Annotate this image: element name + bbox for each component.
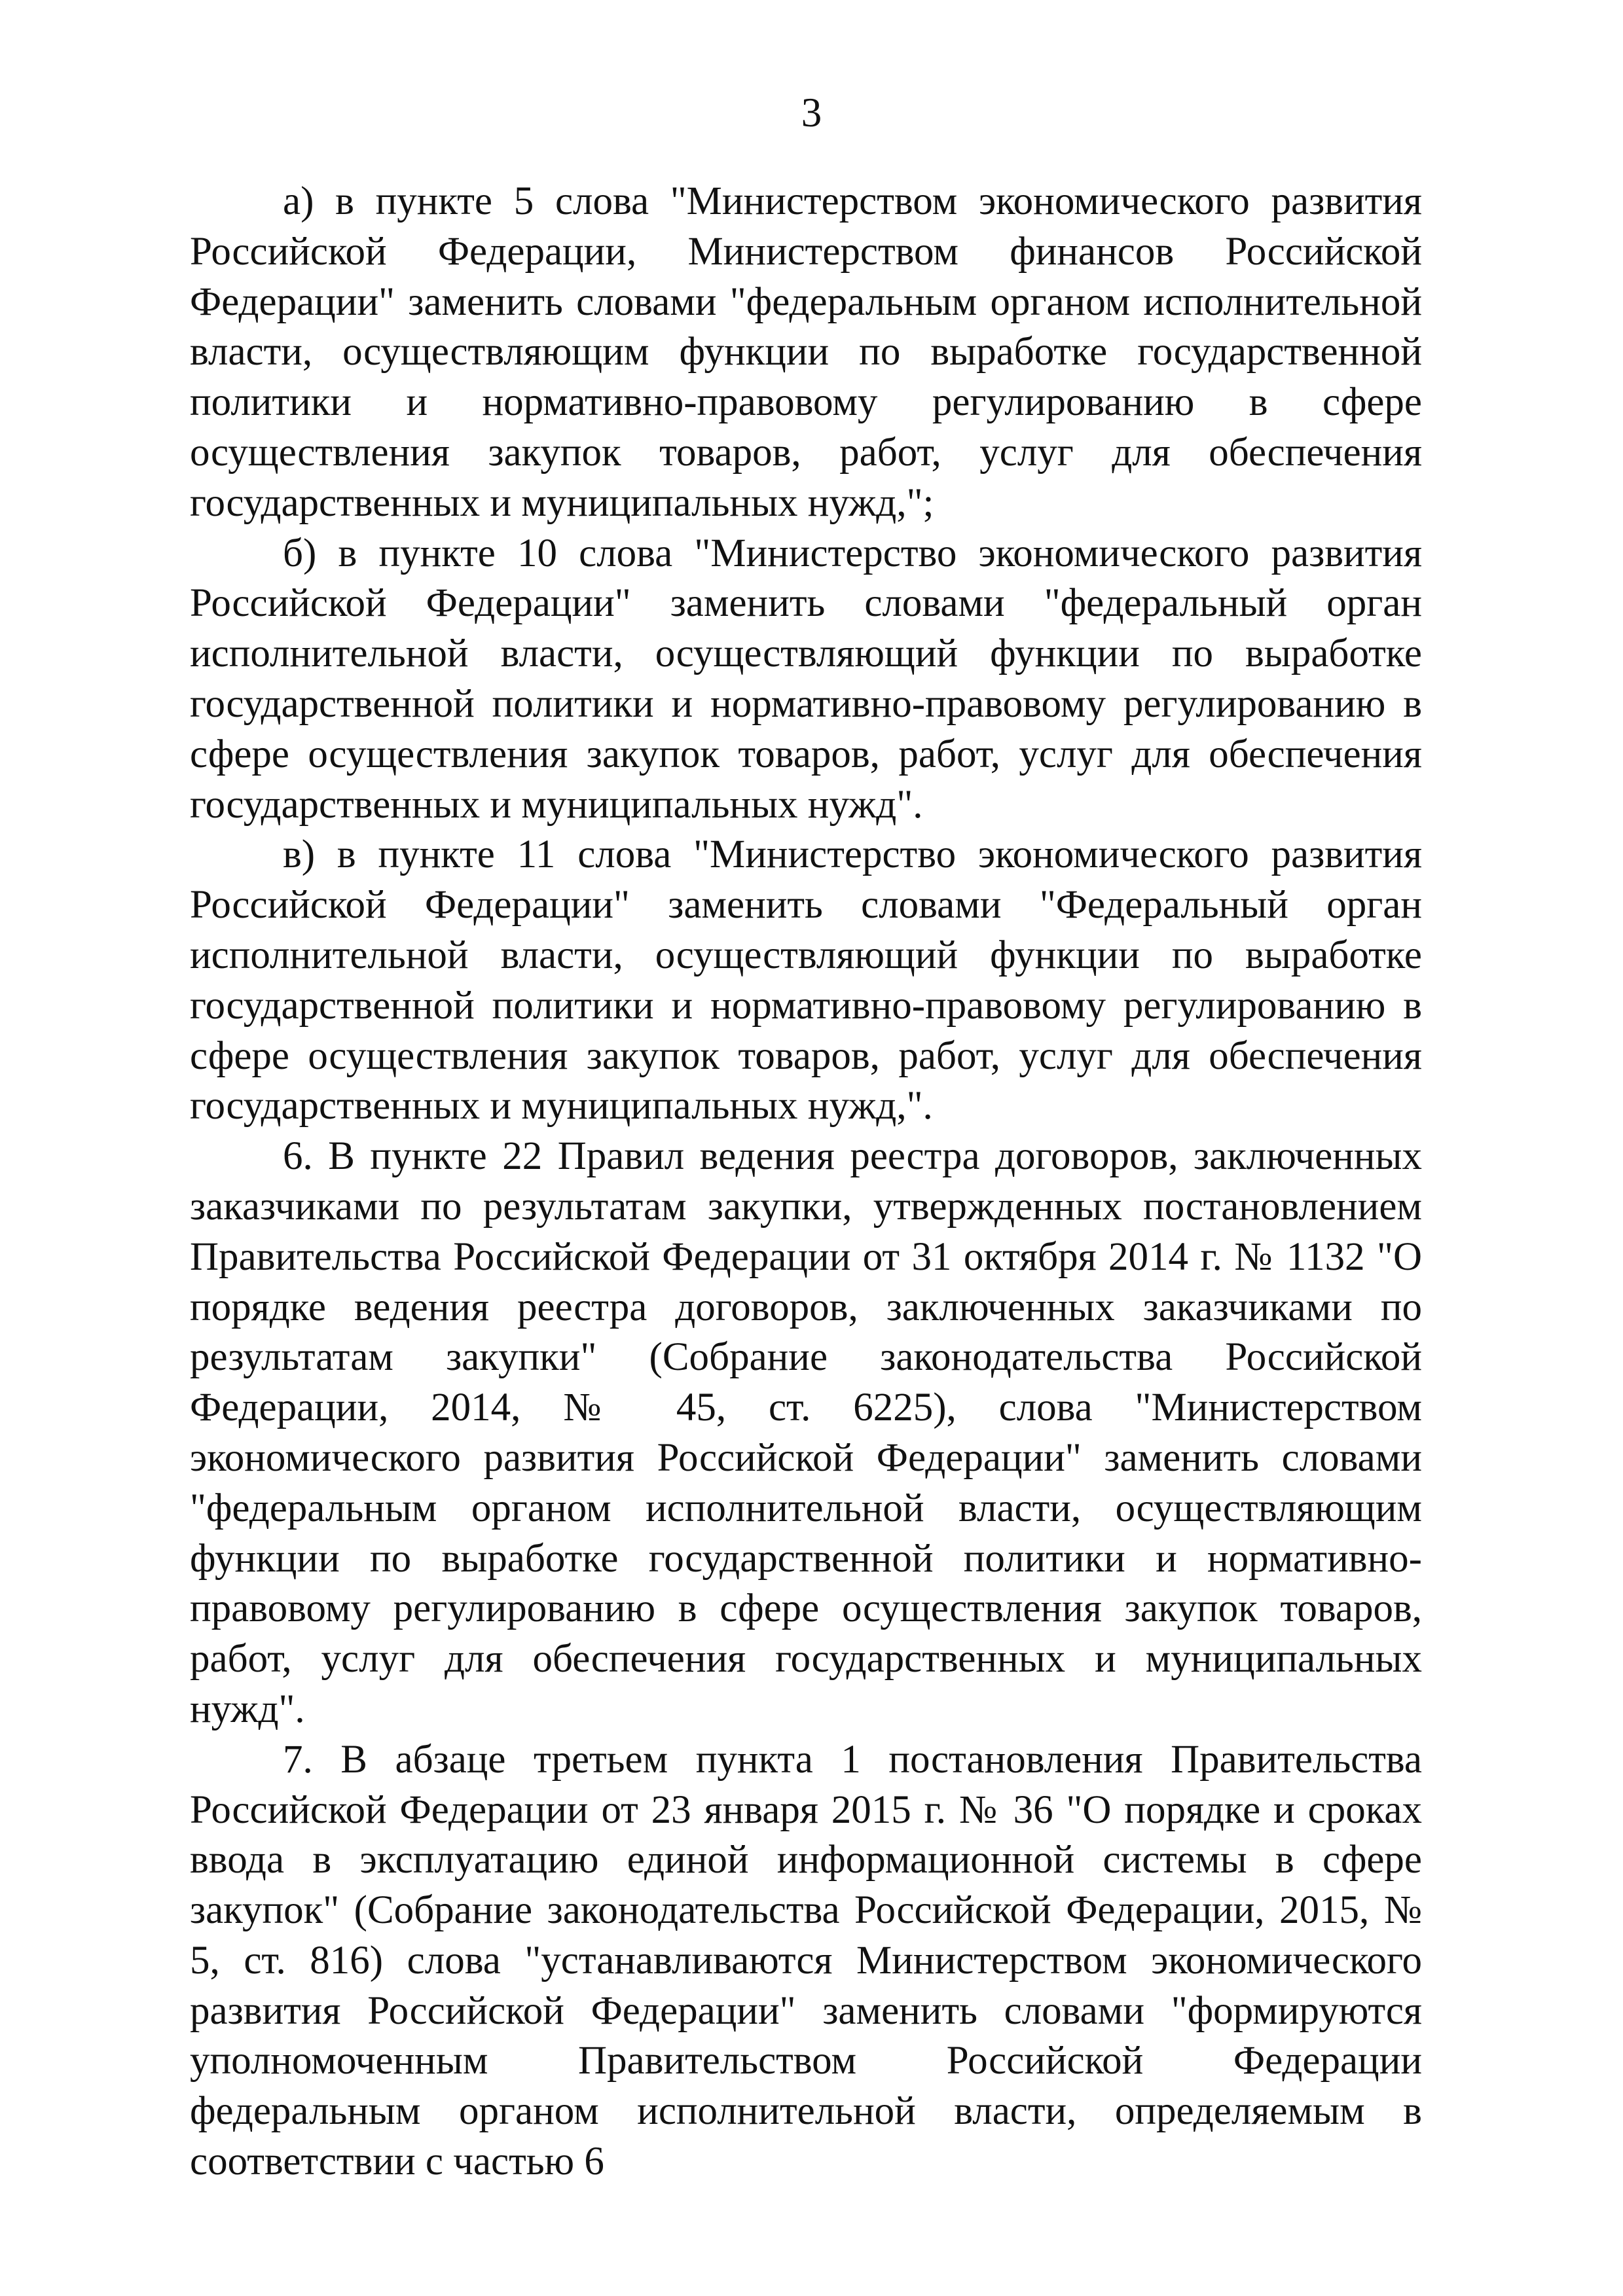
paragraph-item-a: а) в пункте 5 слова "Министерством экономического развития Российской Федерации, Министерством финансов Российской Федерации" заменить словами "федеральным органом исполнительной власти, осуществляющим функции по выработке государственной политики и нормативно-правовому регулированию в сфере осуществления закупок товаров, работ, услуг для обеспечения государственных и муниципальных нужд,"; (190, 179, 1422, 525)
document-body (190, 177, 1422, 2187)
page-number: 3 (801, 90, 822, 135)
paragraph-point-7: 7. В абзаце третьем пункта 1 постановления Правительства Российской Федерации от 23 января 2015 г. № 36 "О порядке и сроках ввода в эксплуатацию единой информационной системы в сфере закупок" (Собрание законодательства Российской Федерации, 2015, № 5, ст. 816) слова "устанавливаются Министерством экономического развития Российской Федерации" заменить словами "формируются уполномоченным Правительством Российской Федерации федеральным органом исполнительной власти, определяемым в соответствии с частью 6 (190, 1737, 1422, 2184)
paragraph-item-b: б) в пункте 10 слова "Министерство экономического развития Российской Федерации" заменить словами "федеральный орган исполнительной власти, осуществляющий функции по выработке государственной политики и нормативно-правовому регулированию в сфере осуществления закупок товаров, работ, услуг для обеспечения государственных и муниципальных нужд". (190, 531, 1422, 827)
paragraph-item-v: в) в пункте 11 слова "Министерство экономического развития Российской Федерации" заменить словами "Федеральный орган исполнительной власти, осуществляющий функции по выработке государственной политики и нормативно-правовому регулированию в сфере осуществления закупок товаров, работ, услуг для обеспечения государственных и муниципальных нужд,". (190, 833, 1422, 1128)
paragraph-point-6: 6. В пункте 22 Правил ведения реестра договоров, заключенных заказчиками по результатам закупки, утвержденных постановлением Правительства Российской Федерации от 31 октября 2014 г. № 1132 "О порядке ведения реестра договоров, заключенных заказчиками по результатам закупки" (Собрание законодательства Российской Федерации, 2014, № 45, ст. 6225), слова "Министерством экономического развития Российской Федерации" заменить словами "федеральным органом исполнительной власти, осуществляющим функции по выработке государственной политики и нормативно-правовому регулированию в сфере осуществления закупок товаров, работ, услуг для обеспечения государственных и муниципальных нужд". (190, 1134, 1422, 1731)
